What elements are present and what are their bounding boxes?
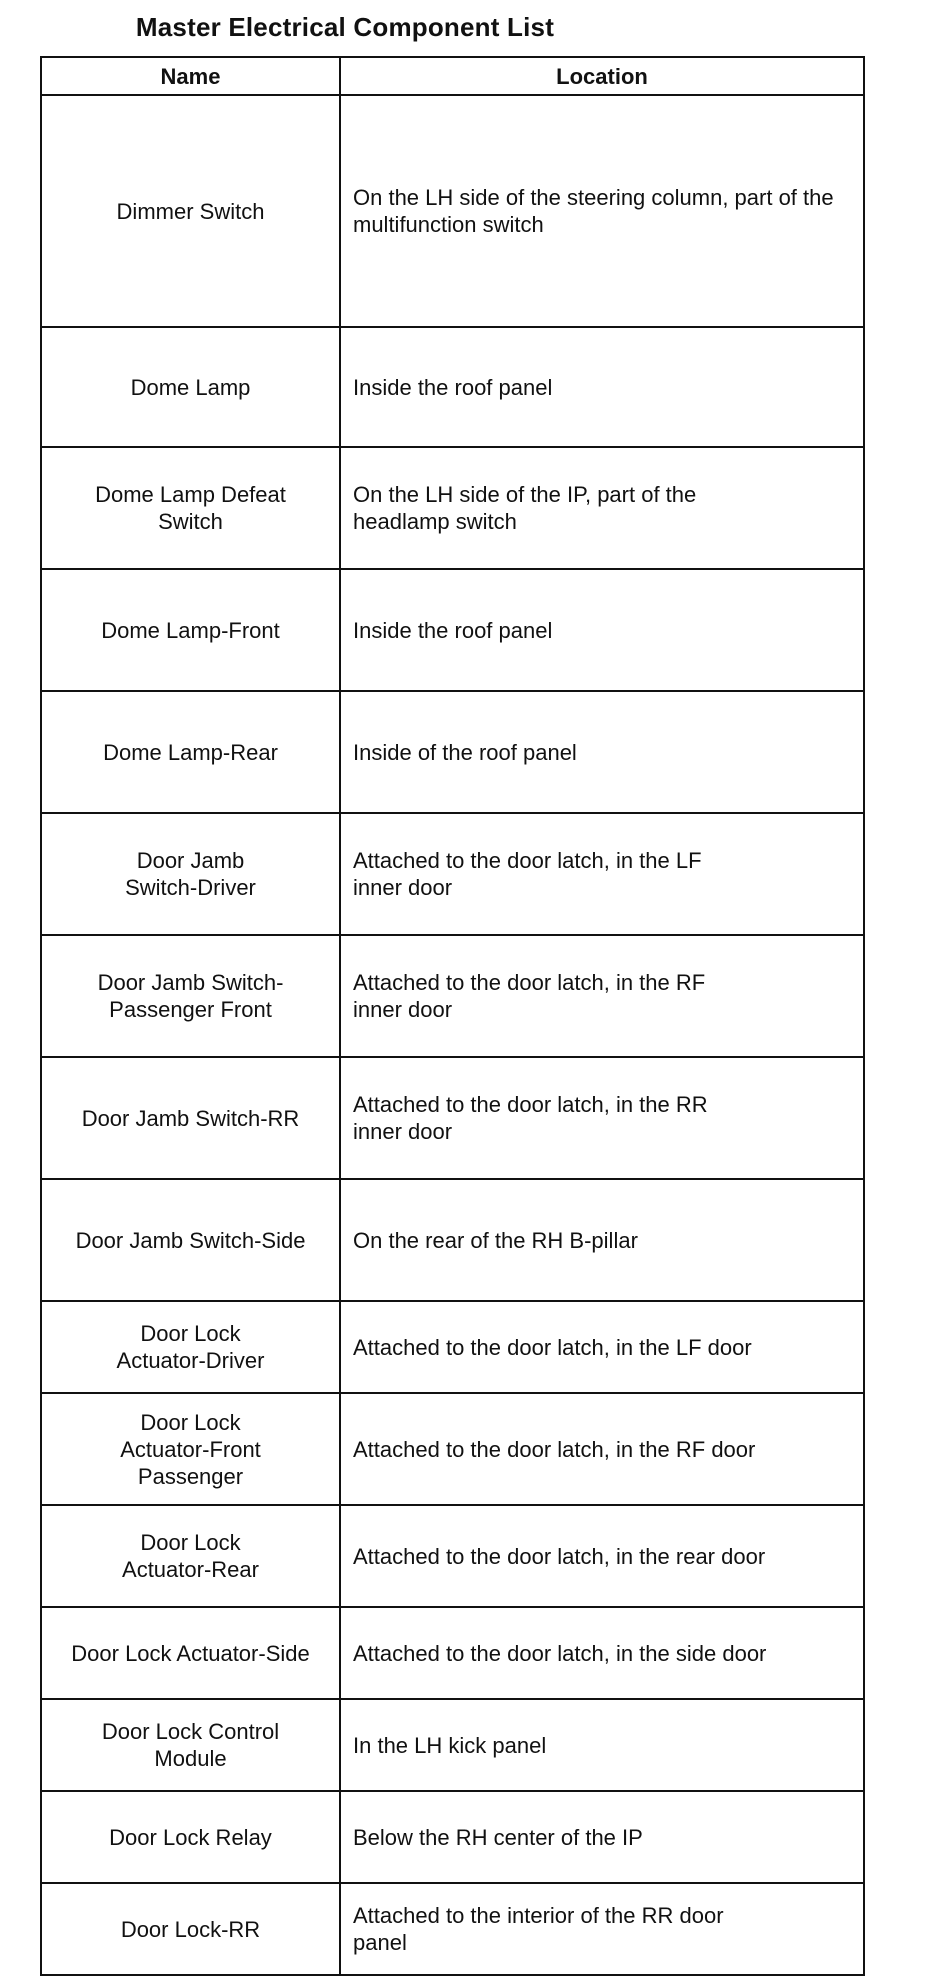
component-name: Dome Lamp-Rear [41, 691, 340, 813]
component-name: Dome Lamp [41, 327, 340, 447]
component-name: Dome Lamp Defeat Switch [41, 447, 340, 569]
table-row [41, 1883, 864, 1975]
component-table [40, 56, 865, 1976]
table-row [41, 691, 864, 813]
component-name: Door Lock Actuator-Front Passenger [41, 1393, 340, 1505]
table-row [41, 1179, 864, 1301]
table-row [41, 1699, 864, 1791]
table-row [41, 1791, 864, 1883]
component-location: Inside the roof panel [340, 569, 864, 691]
table-header-row [41, 57, 864, 95]
component-location: Attached to the door latch, in the RF door [340, 1393, 864, 1505]
component-location: Inside the roof panel [340, 327, 864, 447]
component-name: Door Lock Actuator-Driver [41, 1301, 340, 1393]
component-name: Door Jamb Switch-RR [41, 1057, 340, 1179]
component-name: Door Lock Control Module [41, 1699, 340, 1791]
component-location: In the LH kick panel [340, 1699, 864, 1791]
table-row [41, 447, 864, 569]
component-name: Dome Lamp-Front [41, 569, 340, 691]
component-name: Door Jamb Switch-Side [41, 1179, 340, 1301]
page-title: Master Electrical Component List [135, 12, 555, 42]
table-row [41, 1393, 864, 1505]
component-name: Door Jamb Switch-Passenger Front [41, 935, 340, 1057]
component-location: Attached to the door latch, in the LF door [340, 1301, 864, 1393]
component-name: Door Lock-RR [41, 1883, 340, 1975]
component-location: Attached to the door latch, in the LF inner door [340, 813, 864, 935]
table-row [41, 1505, 864, 1607]
component-location: Attached to the door latch, in the RF inner door [340, 935, 864, 1057]
component-location: Below the RH center of the IP [340, 1791, 864, 1883]
table-row [41, 1057, 864, 1179]
component-location: On the LH side of the steering column, part of the multifunction switch [340, 95, 864, 327]
component-location: Attached to the door latch, in the rear door [340, 1505, 864, 1607]
component-location: On the rear of the RH B-pillar [340, 1179, 864, 1301]
component-name: Door Lock Relay [41, 1791, 340, 1883]
component-name: Door Lock Actuator-Side [41, 1607, 340, 1699]
column-header-location: Location [340, 57, 864, 95]
component-location: Inside of the roof panel [340, 691, 864, 813]
table-row [41, 1301, 864, 1393]
table-row [41, 813, 864, 935]
table-row [41, 327, 864, 447]
table-row [41, 935, 864, 1057]
component-location: On the LH side of the IP, part of the headlamp switch [340, 447, 864, 569]
component-location: Attached to the interior of the RR door panel [340, 1883, 864, 1975]
component-name: Door Jamb Switch-Driver [41, 813, 340, 935]
column-header-name: Name [41, 57, 340, 95]
component-location: Attached to the door latch, in the RR inner door [340, 1057, 864, 1179]
table-row [41, 1607, 864, 1699]
component-name: Door Lock Actuator-Rear [41, 1505, 340, 1607]
table-row [41, 95, 864, 327]
component-name: Dimmer Switch [41, 95, 340, 327]
table-row [41, 569, 864, 691]
component-location: Attached to the door latch, in the side door [340, 1607, 864, 1699]
